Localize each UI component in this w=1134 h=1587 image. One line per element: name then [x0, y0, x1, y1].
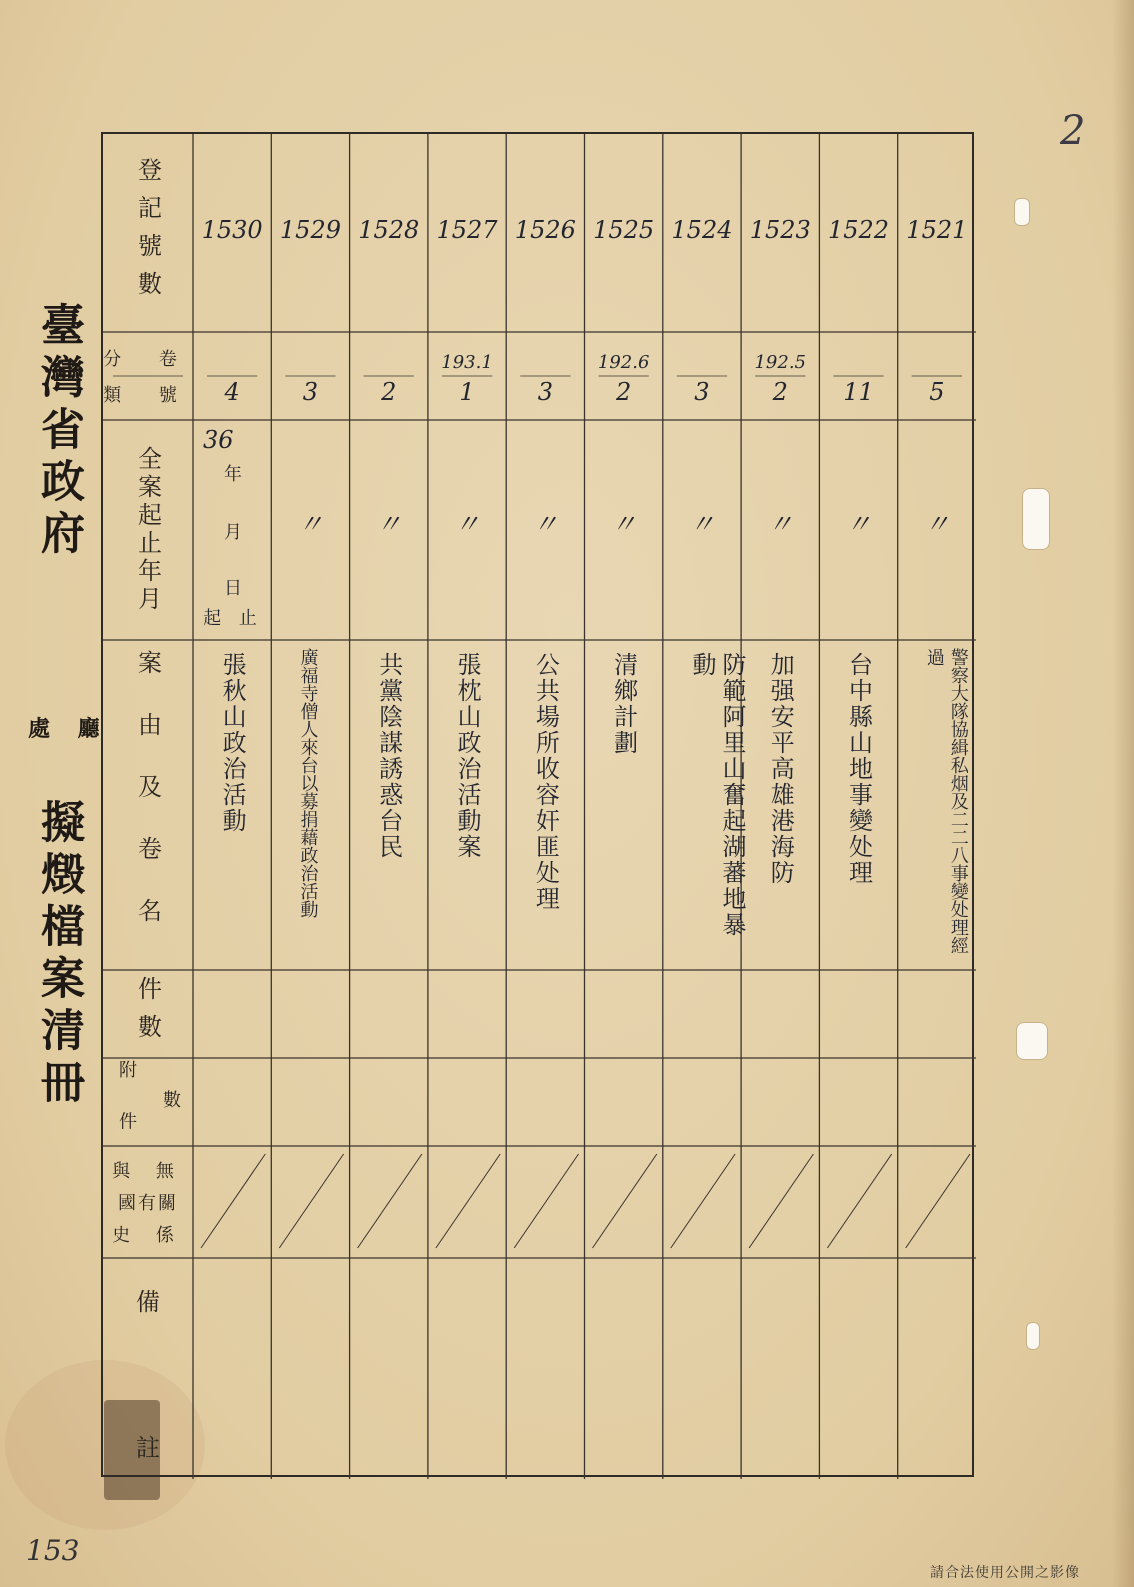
relation-diagonal: [436, 1154, 500, 1248]
subject-cell: 台中縣山地事變处理: [844, 652, 873, 886]
subject-cell: 廣福寺僧人來台以募捐藉政治活動: [297, 648, 319, 918]
reg-no-cell: 1521: [906, 216, 968, 244]
period-cell: 〃: [845, 510, 872, 540]
subject-cell: 張枕山政治活動案: [453, 652, 482, 860]
class-no-cell: 3: [694, 378, 710, 406]
period-day-char: 日: [224, 578, 242, 599]
header-attach-left: 附 件: [116, 1060, 137, 1144]
class-no-cell: 3: [537, 378, 553, 406]
subject-cell: 張秋山政治活動: [218, 652, 247, 834]
ledger-table: [101, 132, 974, 1477]
class-top-cell: 193.1: [441, 352, 493, 373]
sheet-number: 2: [1060, 108, 1086, 154]
class-no-cell: 2: [381, 378, 397, 406]
class-no-cell: 5: [929, 378, 945, 406]
relation-diagonal: [593, 1154, 657, 1248]
class-no-cell: 1: [459, 378, 475, 406]
reg-no-cell: 1526: [514, 216, 576, 244]
punch-hole-1: [1014, 198, 1030, 226]
header-count-label: 件數: [133, 976, 162, 1052]
reg-no-cell: 1530: [201, 216, 263, 244]
header-count: [103, 970, 193, 1058]
period-cell: 〃: [297, 510, 324, 540]
header-subject: [103, 640, 193, 970]
page-number: 153: [26, 1534, 80, 1567]
period-cell: 〃: [532, 510, 559, 540]
period-cell: 〃: [454, 510, 481, 540]
relation-diagonal: [279, 1154, 343, 1248]
period-cell: 〃: [610, 510, 637, 540]
subject-cell: 公共場所收容奸匪处理: [531, 652, 560, 912]
paper-edge-shadow: [1112, 0, 1134, 1587]
class-no-cell: 4: [224, 378, 240, 406]
subject-cell: 加强安平高雄港海防: [766, 652, 795, 886]
reg-no-cell: 1525: [593, 216, 655, 244]
header-subject-label: 案由及卷名: [133, 650, 162, 960]
period-cell: 〃: [375, 510, 402, 540]
reg-no-cell: 1523: [749, 216, 811, 244]
relation-diagonal: [906, 1154, 970, 1248]
relation-diagonal: [749, 1154, 813, 1248]
header-reg-no: [103, 134, 193, 332]
header-vol-class: [103, 332, 193, 420]
class-no-cell: 11: [843, 378, 874, 406]
subject-cell: 警察大隊協緝私烟及二二八事變处理經過: [923, 648, 969, 954]
period-cell: 〃: [923, 510, 950, 540]
header-remarks: [103, 1258, 193, 1479]
header-attach-right: 數: [160, 1090, 181, 1114]
class-no-cell: 2: [772, 378, 788, 406]
subject-cell: 防範阿里山奮起湖蕃地暴動: [687, 652, 746, 938]
footer-watermark: 請合法使用公開之影像: [930, 1565, 1080, 1581]
header-vol-class-top: 分 卷: [103, 349, 193, 370]
header-remarks-1: 備: [136, 1288, 160, 1316]
header-relation-2: 國有關: [118, 1193, 178, 1214]
period-cell: 〃: [767, 510, 794, 540]
punch-hole-4: [1026, 1322, 1040, 1350]
relation-diagonal: [358, 1154, 422, 1248]
header-remarks-2: 註: [136, 1434, 160, 1462]
header-attachments: [103, 1058, 193, 1146]
header-period: [103, 420, 193, 640]
reg-no-cell: 1528: [358, 216, 420, 244]
period-cell: 36: [203, 426, 234, 454]
class-no-cell: 3: [302, 378, 319, 406]
subject-cell: 清鄉計劃: [609, 652, 638, 756]
header-period-label: 全案起止年月: [133, 446, 162, 614]
header-relation: [103, 1146, 193, 1258]
class-top-cell: 192.6: [597, 352, 650, 373]
class-top-cell: 192.5: [754, 352, 806, 373]
period-start-end: 起 止: [203, 608, 263, 629]
title-subtitle: 擬燬檔案清冊: [33, 799, 84, 1111]
header-relation-1: 與 無: [112, 1161, 184, 1182]
reg-no-cell: 1529: [279, 216, 341, 244]
header-relation-3: 史 係: [112, 1225, 184, 1246]
reg-no-cell: 1527: [436, 216, 498, 244]
subject-cell: 共黨陰謀誘惑台民: [374, 652, 403, 860]
relation-diagonal: [514, 1154, 578, 1248]
reg-no-cell: 1524: [671, 216, 733, 244]
reg-no-cell: 1522: [828, 216, 890, 244]
title-office: 處 廳: [28, 716, 110, 742]
period-cell: 〃: [688, 510, 715, 540]
period-month-char: 月: [224, 522, 242, 543]
header-vol-class-bottom: 類 號: [103, 385, 193, 406]
relation-diagonal: [671, 1154, 735, 1248]
period-year-char: 年: [224, 464, 242, 485]
title-main: 臺灣省政府: [33, 302, 84, 562]
class-no-cell: 2: [616, 378, 632, 406]
relation-diagonal: [827, 1154, 891, 1248]
relation-diagonal: [201, 1154, 265, 1248]
punch-hole-2: [1022, 488, 1050, 550]
header-reg-no-label: 登記號數: [133, 157, 162, 309]
punch-hole-3: [1016, 1022, 1048, 1060]
